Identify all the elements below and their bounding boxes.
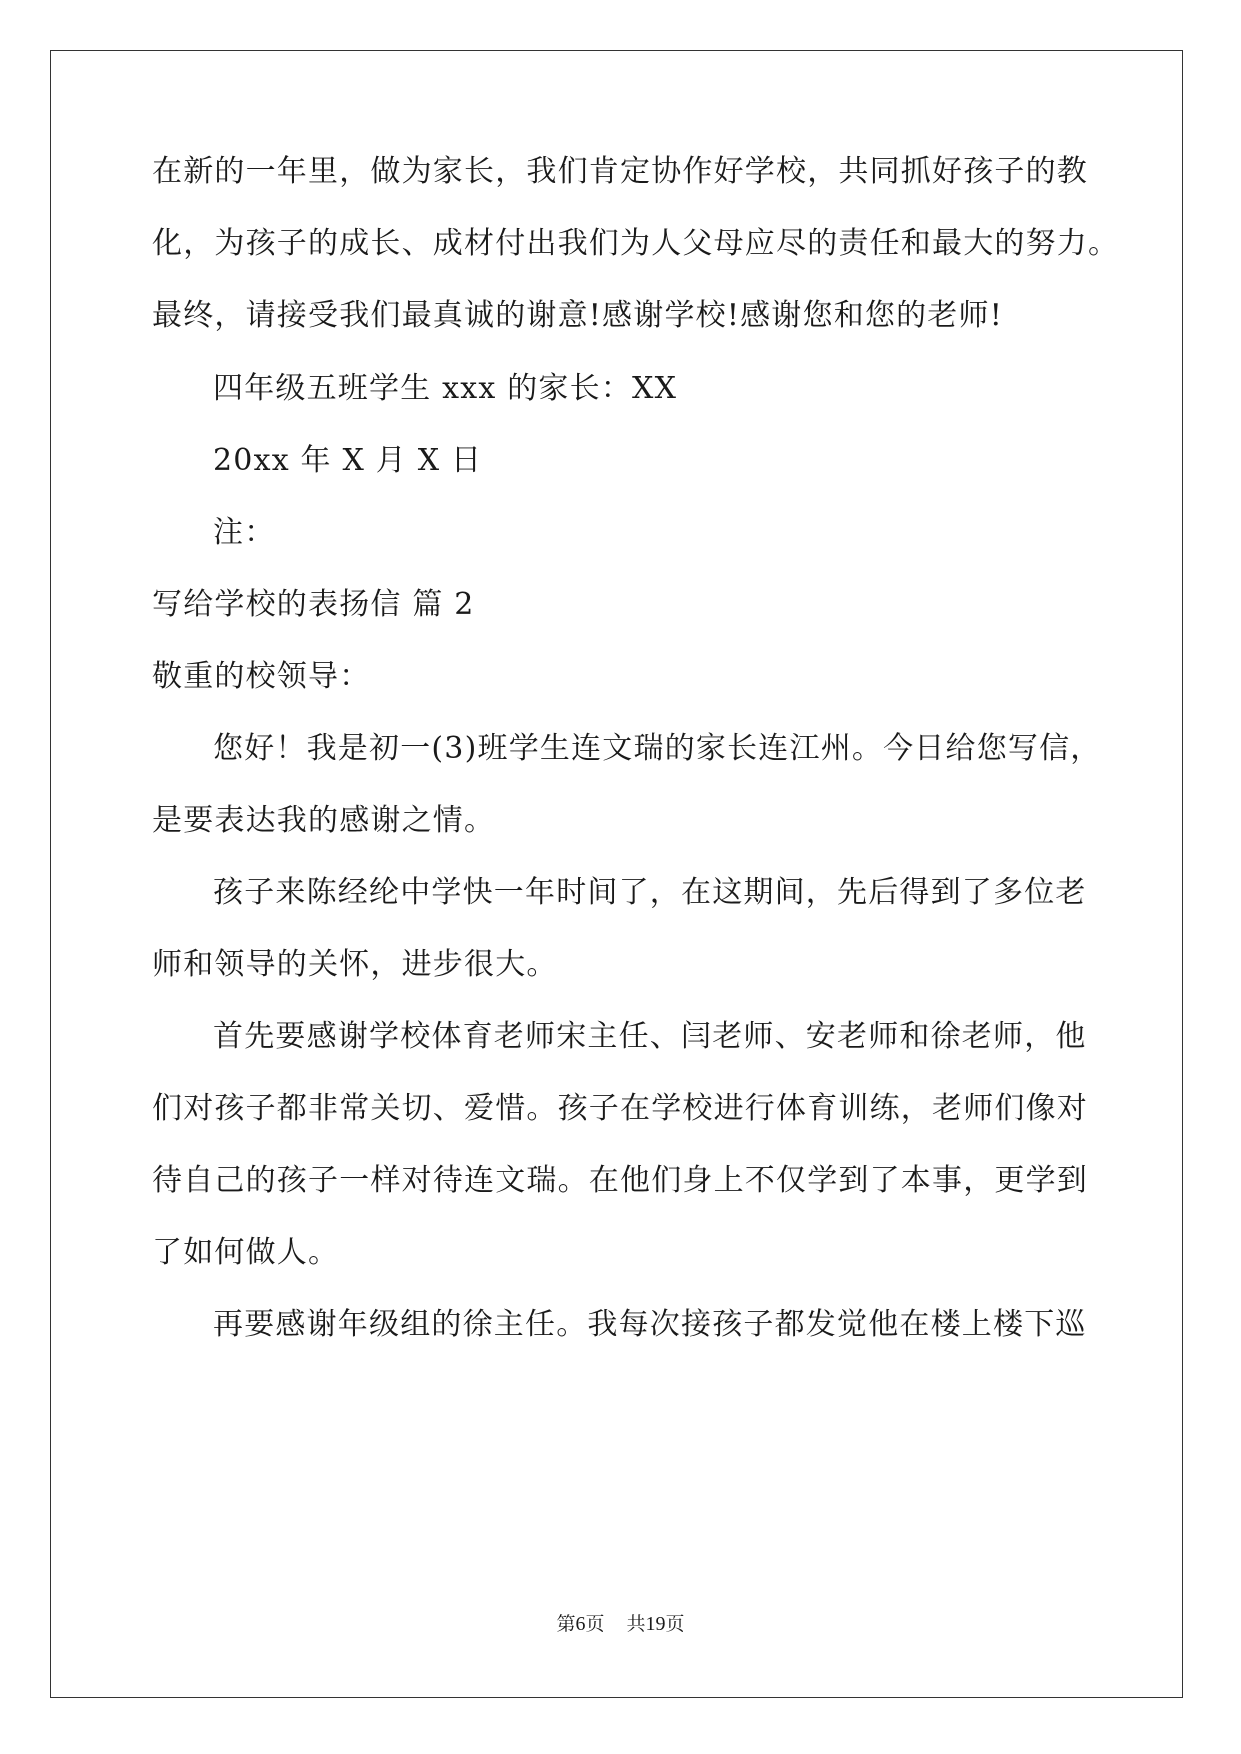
note-label: 注：	[213, 515, 276, 550]
paragraph-line: 待自己的孩子一样对待连文瑞。在他们身上不仅学到了本事，更学到	[152, 1163, 1088, 1198]
paragraph-line: 化，为孩子的成长、成材付出我们为人父母应尽的责任和最大的努力。	[152, 226, 1120, 261]
paragraph-line: 了如何做人。	[152, 1235, 340, 1270]
paragraph-line: 孩子来陈经纶中学快一年时间了，在这期间，先后得到了多位老	[213, 875, 1087, 910]
paragraph-line: 首先要感谢学校体育老师宋主任、闫老师、安老师和徐老师，他	[213, 1019, 1087, 1054]
section-heading: 写给学校的表扬信 篇 2	[152, 587, 475, 622]
paragraph-line: 再要感谢年级组的徐主任。我每次接孩子都发觉他在楼上楼下巡	[213, 1307, 1087, 1342]
footer-page-suffix: 页	[585, 1613, 605, 1635]
paragraph-line: 师和领导的关怀，进步很大。	[152, 947, 558, 982]
paragraph-line: 最终，请接受我们最真诚的谢意!感谢学校!感谢您和您的老师!	[152, 298, 1003, 333]
signature-line: 四年级五班学生 xxx 的家长：XX	[213, 371, 678, 406]
footer-total-prefix: 共	[626, 1613, 646, 1635]
paragraph-line: 您好！我是初一(3)班学生连文瑞的家长连江州。今日给您写信，	[213, 731, 1102, 766]
footer-total-pages: 19	[645, 1613, 666, 1635]
footer-current-page: 6	[575, 1613, 586, 1635]
paragraph-line: 们对孩子都非常关切、爱惜。孩子在学校进行体育训练，老师们像对	[152, 1091, 1088, 1126]
salutation: 敬重的校领导：	[152, 659, 371, 694]
page-footer	[0, 1612, 1241, 1636]
footer-total-suffix: 页	[665, 1613, 685, 1635]
paragraph-line: 是要表达我的感谢之情。	[152, 803, 496, 838]
paragraph-line: 在新的一年里，做为家长，我们肯定协作好学校，共同抓好孩子的教	[152, 154, 1088, 189]
date-line: 20xx 年 X 月 X 日	[213, 443, 483, 478]
footer-page-prefix: 第	[556, 1613, 576, 1635]
